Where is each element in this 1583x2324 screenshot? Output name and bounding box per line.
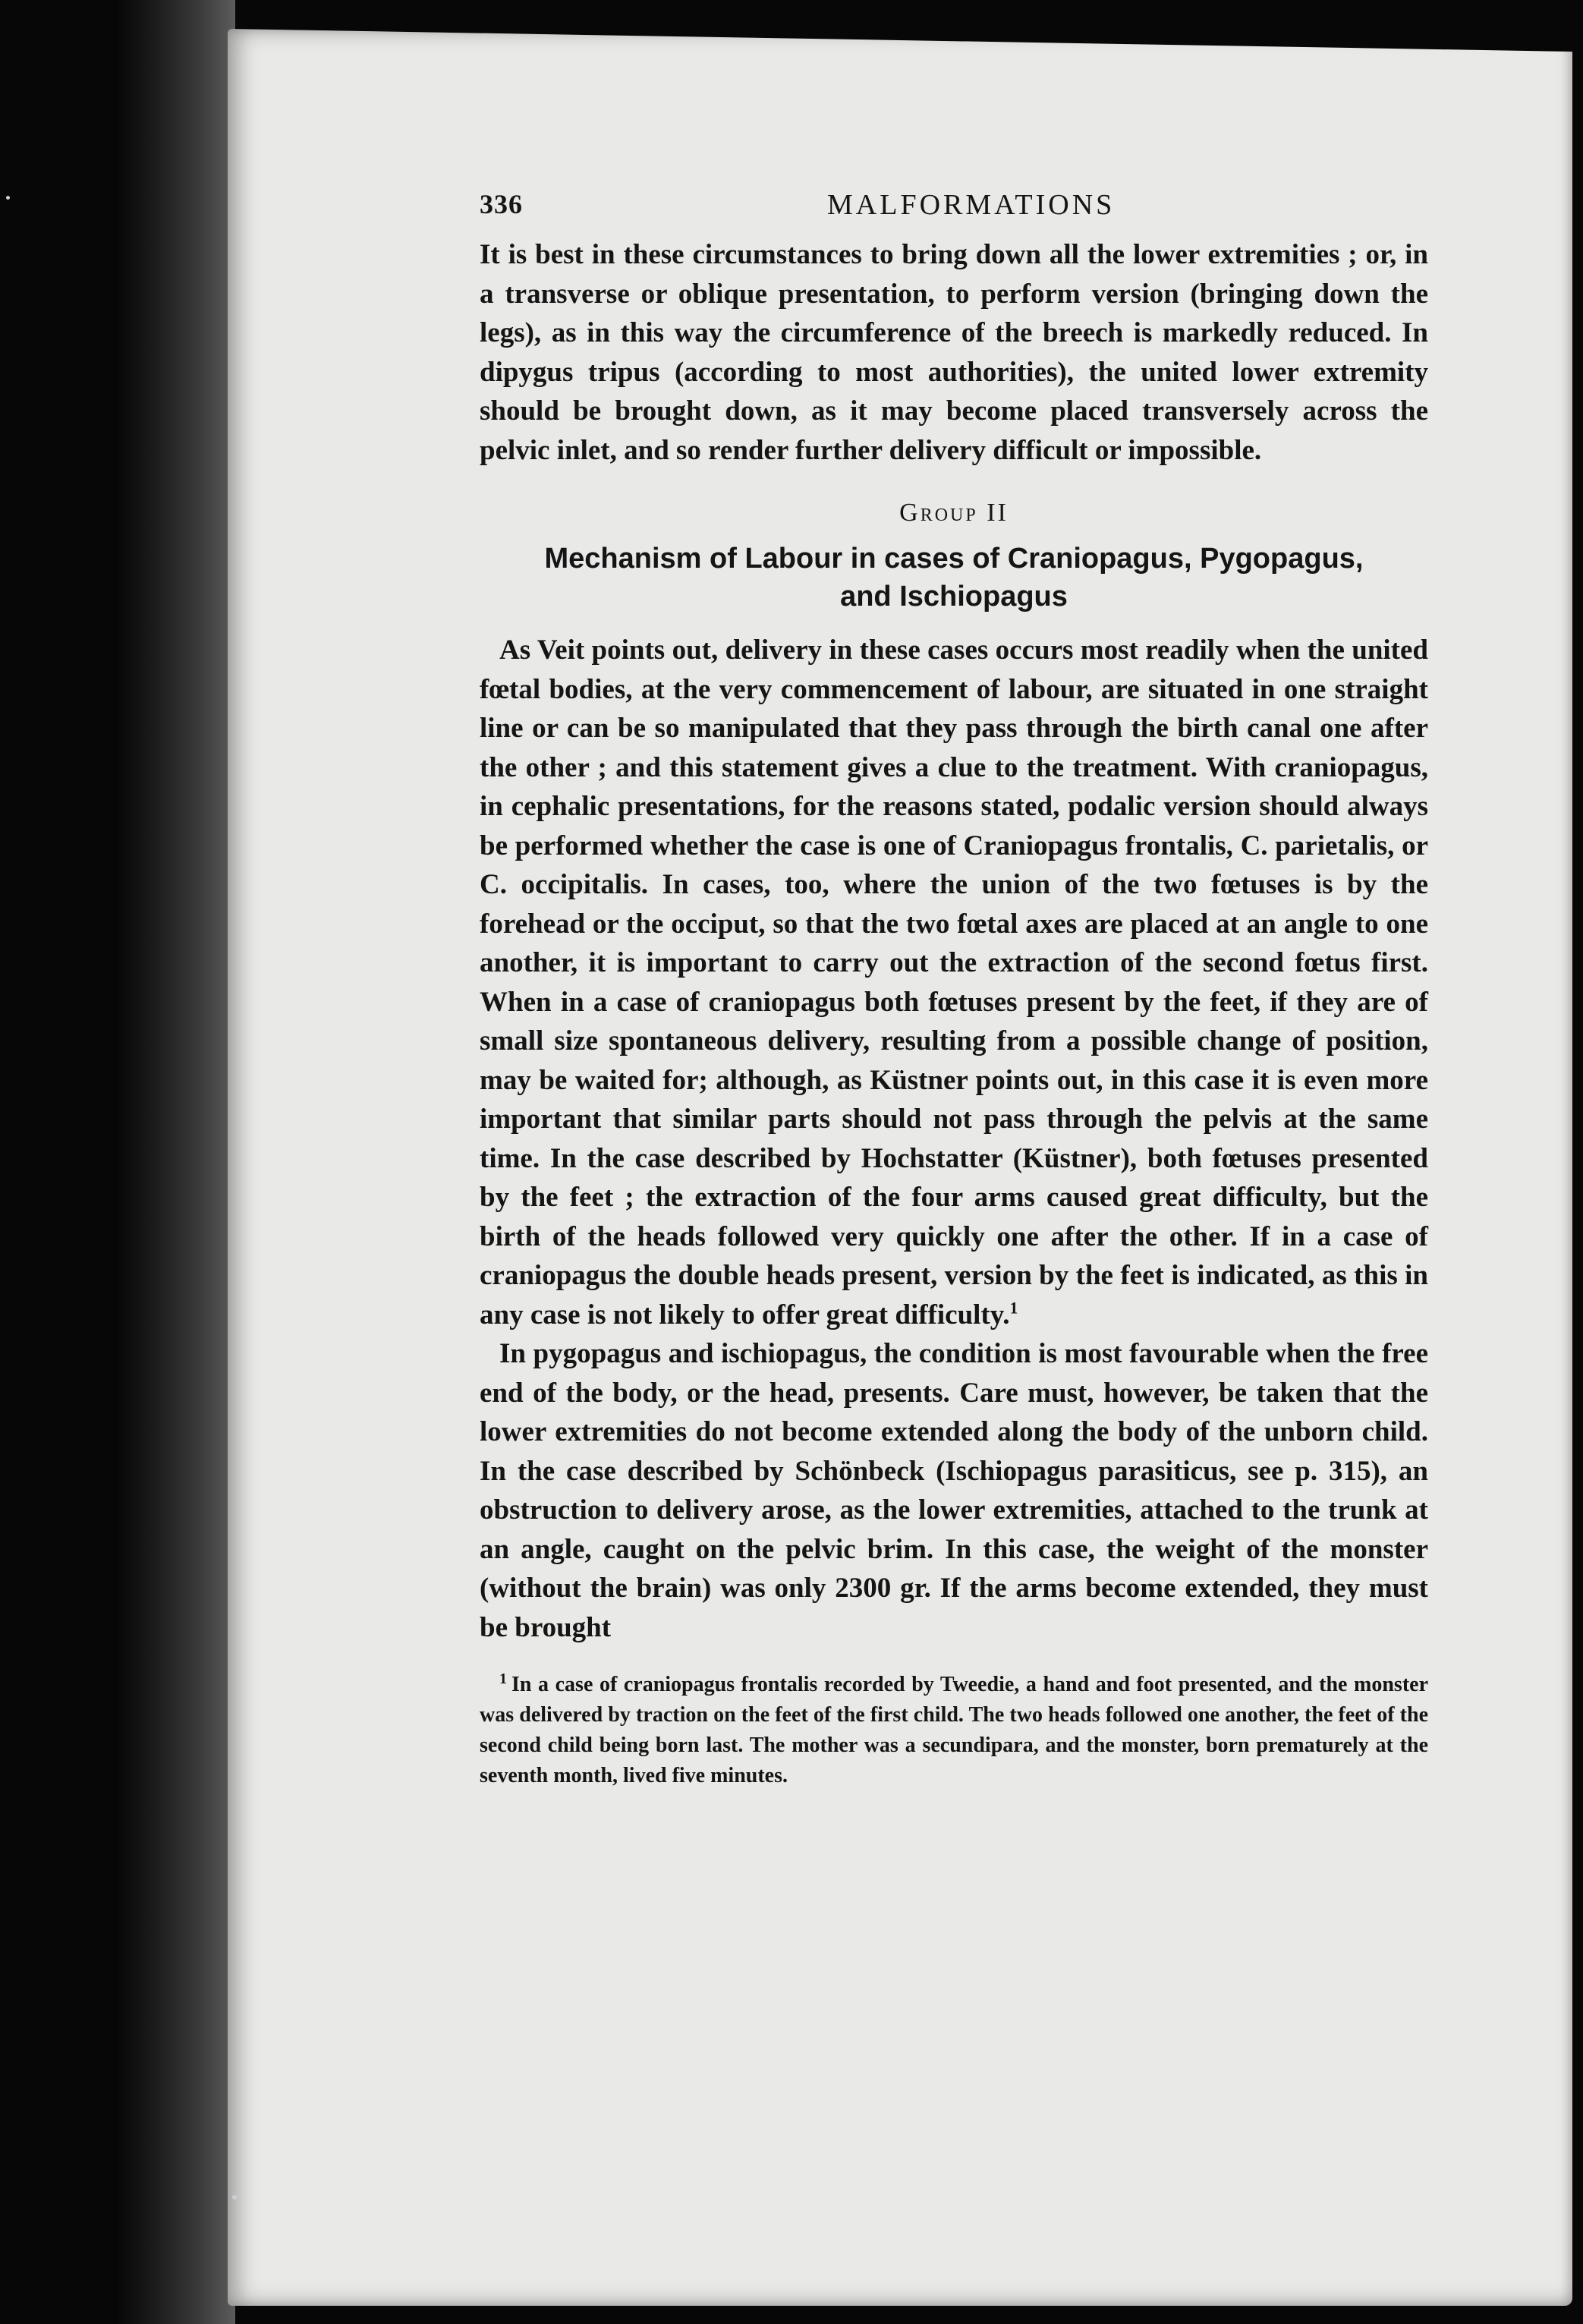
scan-speck xyxy=(232,2195,237,2200)
section-heading-line1: Mechanism of Labour in cases of Craniopagus, Pygopagus, xyxy=(544,543,1364,575)
paragraph-pygopagus: In pygopagus and ischiopagus, the condition is most favourable when the free end of the body, or the head, presents. Care must, however, be taken that the lower extremities do not become extended along the body of the unborn child. In the case described by Schönbeck (Ischiopagus parasiticus, see p. 315), an obstruction to delivery arose, as the lower extremities, attached to the trunk at an angle, caught on the pelvic brim. In this case, the weight of the monster (without the brain) was only 2300 gr. If the arms become extended, they must be brought xyxy=(480,1338,1428,1643)
page-number: 336 xyxy=(480,189,523,219)
footnote-mark: 1 xyxy=(499,1670,507,1687)
running-title: MALFORMATIONS xyxy=(827,189,1116,221)
running-head xyxy=(480,182,1428,235)
footnote xyxy=(480,1670,1428,1791)
paragraph-craniopagus xyxy=(480,631,1428,1334)
footnote-reference: 1 xyxy=(1009,1298,1018,1318)
paragraph-breech-extremities: It is best in these circumstances to bring down all the lower extremities ; or, in a transverse or oblique presentation, to perform version (bringing down the legs), as in this way the circumference of the breech is markedly reduced. In dipygus tripus (according to most authorities), the united lower extremity should be brought down, as it may become placed transversely across the pelvic inlet, and so render further delivery difficult or impossible. xyxy=(480,239,1428,466)
footnote-text: In a case of craniopagus frontalis recorded by Tweedie, a hand and foot presented, and the monster was delivered by traction on the feet of the first child. The two heads followed one another, the feet of the second child being born last. The mother was a secundipara, and the monster, born prematurely at the seventh month, lived five minutes. xyxy=(480,1673,1428,1787)
book-binding-edge xyxy=(114,0,235,2324)
group-heading: Group II xyxy=(899,499,1009,527)
section-heading-line2: and Ischiopagus xyxy=(840,581,1068,612)
page-text-block xyxy=(480,182,1428,1791)
scan-speck xyxy=(6,196,10,200)
paragraph-craniopagus-text: As Veit points out, delivery in these cases occurs most readily when the united fœtal bodies, at the very commencement of labour, are situated in one straight line or can be so manipulated that they pass through the birth canal one after the other ; and this statement gives a clue to the treatment. With craniopagus, in cephalic presentations, for the reasons stated, podalic version should always be performed whether the case is one of Craniopagus frontalis, C. parietalis, or C. occipitalis. In cases, too, where the union of the two fœtuses is by the forehead or the occiput, so that the two fœtal axes are placed at an angle to one another, it is important to carry out the extraction of the second fœtus first. When in a case of craniopagus both fœtuses present by the feet, if they are of small size spontaneous delivery, resulting from a possible change of position, may be waited for; although, as Küstner points out, in this case it is even more important that similar parts should not pass through the pelvis at the same time. In the case described by Hochstatter (Küstner), both fœtuses presented by the feet ; the extraction of the four arms caused great difficulty, but the birth of the heads followed very quickly one after the other. If in a case of craniopagus the double heads present, version by the feet is indicated, as this in any case is not likely to offer great difficulty. xyxy=(480,635,1428,1330)
section-heading xyxy=(480,540,1428,616)
